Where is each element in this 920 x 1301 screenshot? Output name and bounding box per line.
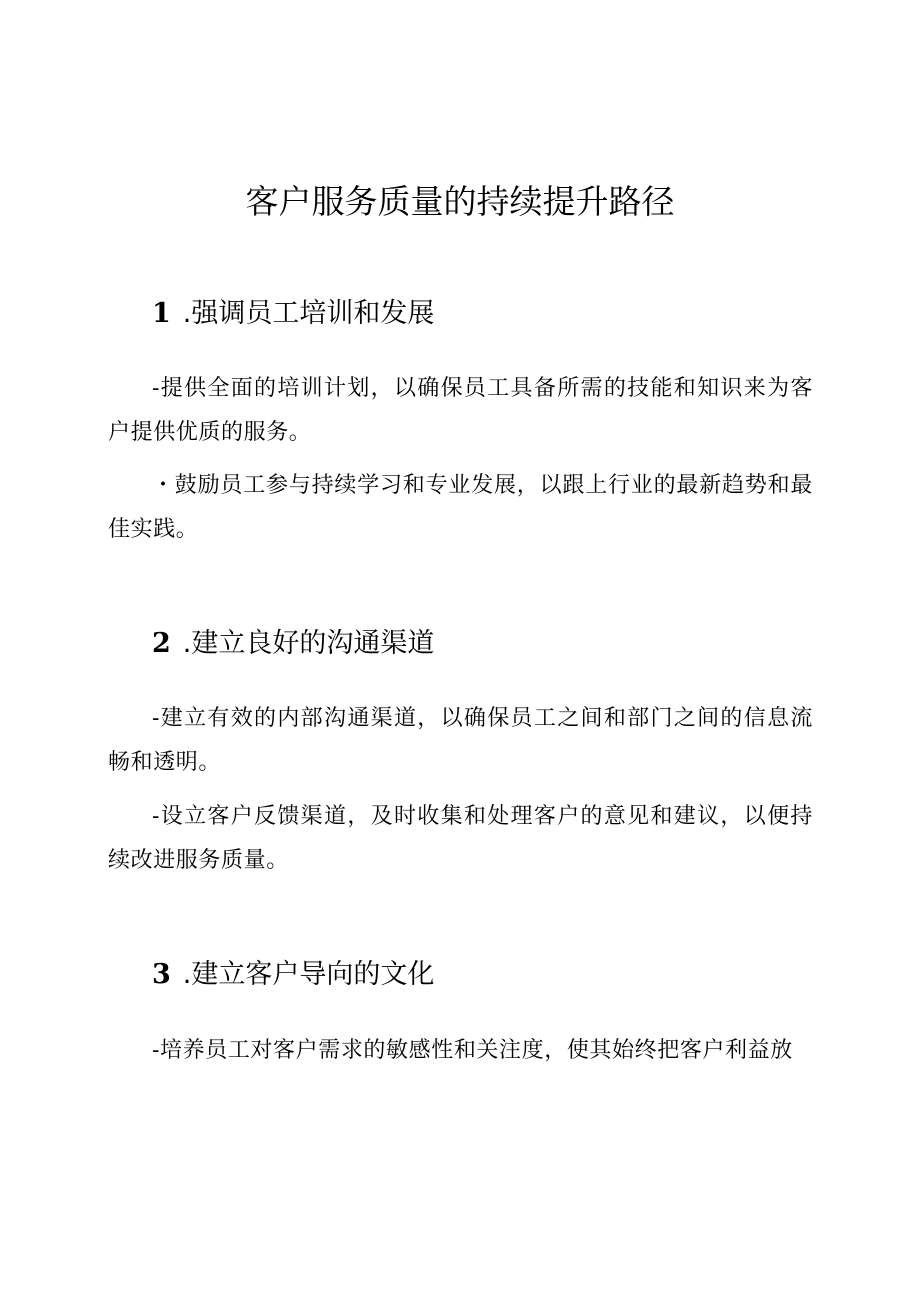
page-title: 客户服务质量的持续提升路径 [245, 182, 675, 221]
section-title-1: .强调员工培训和发展 [182, 298, 435, 329]
section-title-3: .建立客户导向的文化 [182, 959, 435, 990]
section-3-paragraph-1: -培养员工对客户需求的敏感性和关注度，使其始终把客户利益放 [152, 1038, 793, 1063]
section-number-2: 2 [152, 628, 171, 659]
section-heading-3 [152, 955, 434, 995]
section-2-paragraph-2: -设立客户反馈渠道，及时收集和处理客户的意见和建议，以便持续改进服务质量。 [108, 804, 813, 873]
section-1-paragraph-2: ・鼓励员工参与持续学习和专业发展，以跟上行业的最新趋势和最佳实践。 [108, 473, 813, 542]
section-heading-1 [152, 294, 434, 334]
section-heading-2 [152, 624, 434, 664]
section-number-1: 1 [152, 298, 171, 329]
section-1-paragraph-1: -提供全面的培训计划，以确保员工具备所需的技能和知识来为客户提供优质的服务。 [108, 376, 813, 445]
section-2-paragraph-1: -建立有效的内部沟通渠道，以确保员工之间和部门之间的信息流畅和透明。 [108, 706, 813, 775]
section-title-2: .建立良好的沟通渠道 [182, 628, 435, 659]
section-number-3: 3 [152, 959, 171, 990]
